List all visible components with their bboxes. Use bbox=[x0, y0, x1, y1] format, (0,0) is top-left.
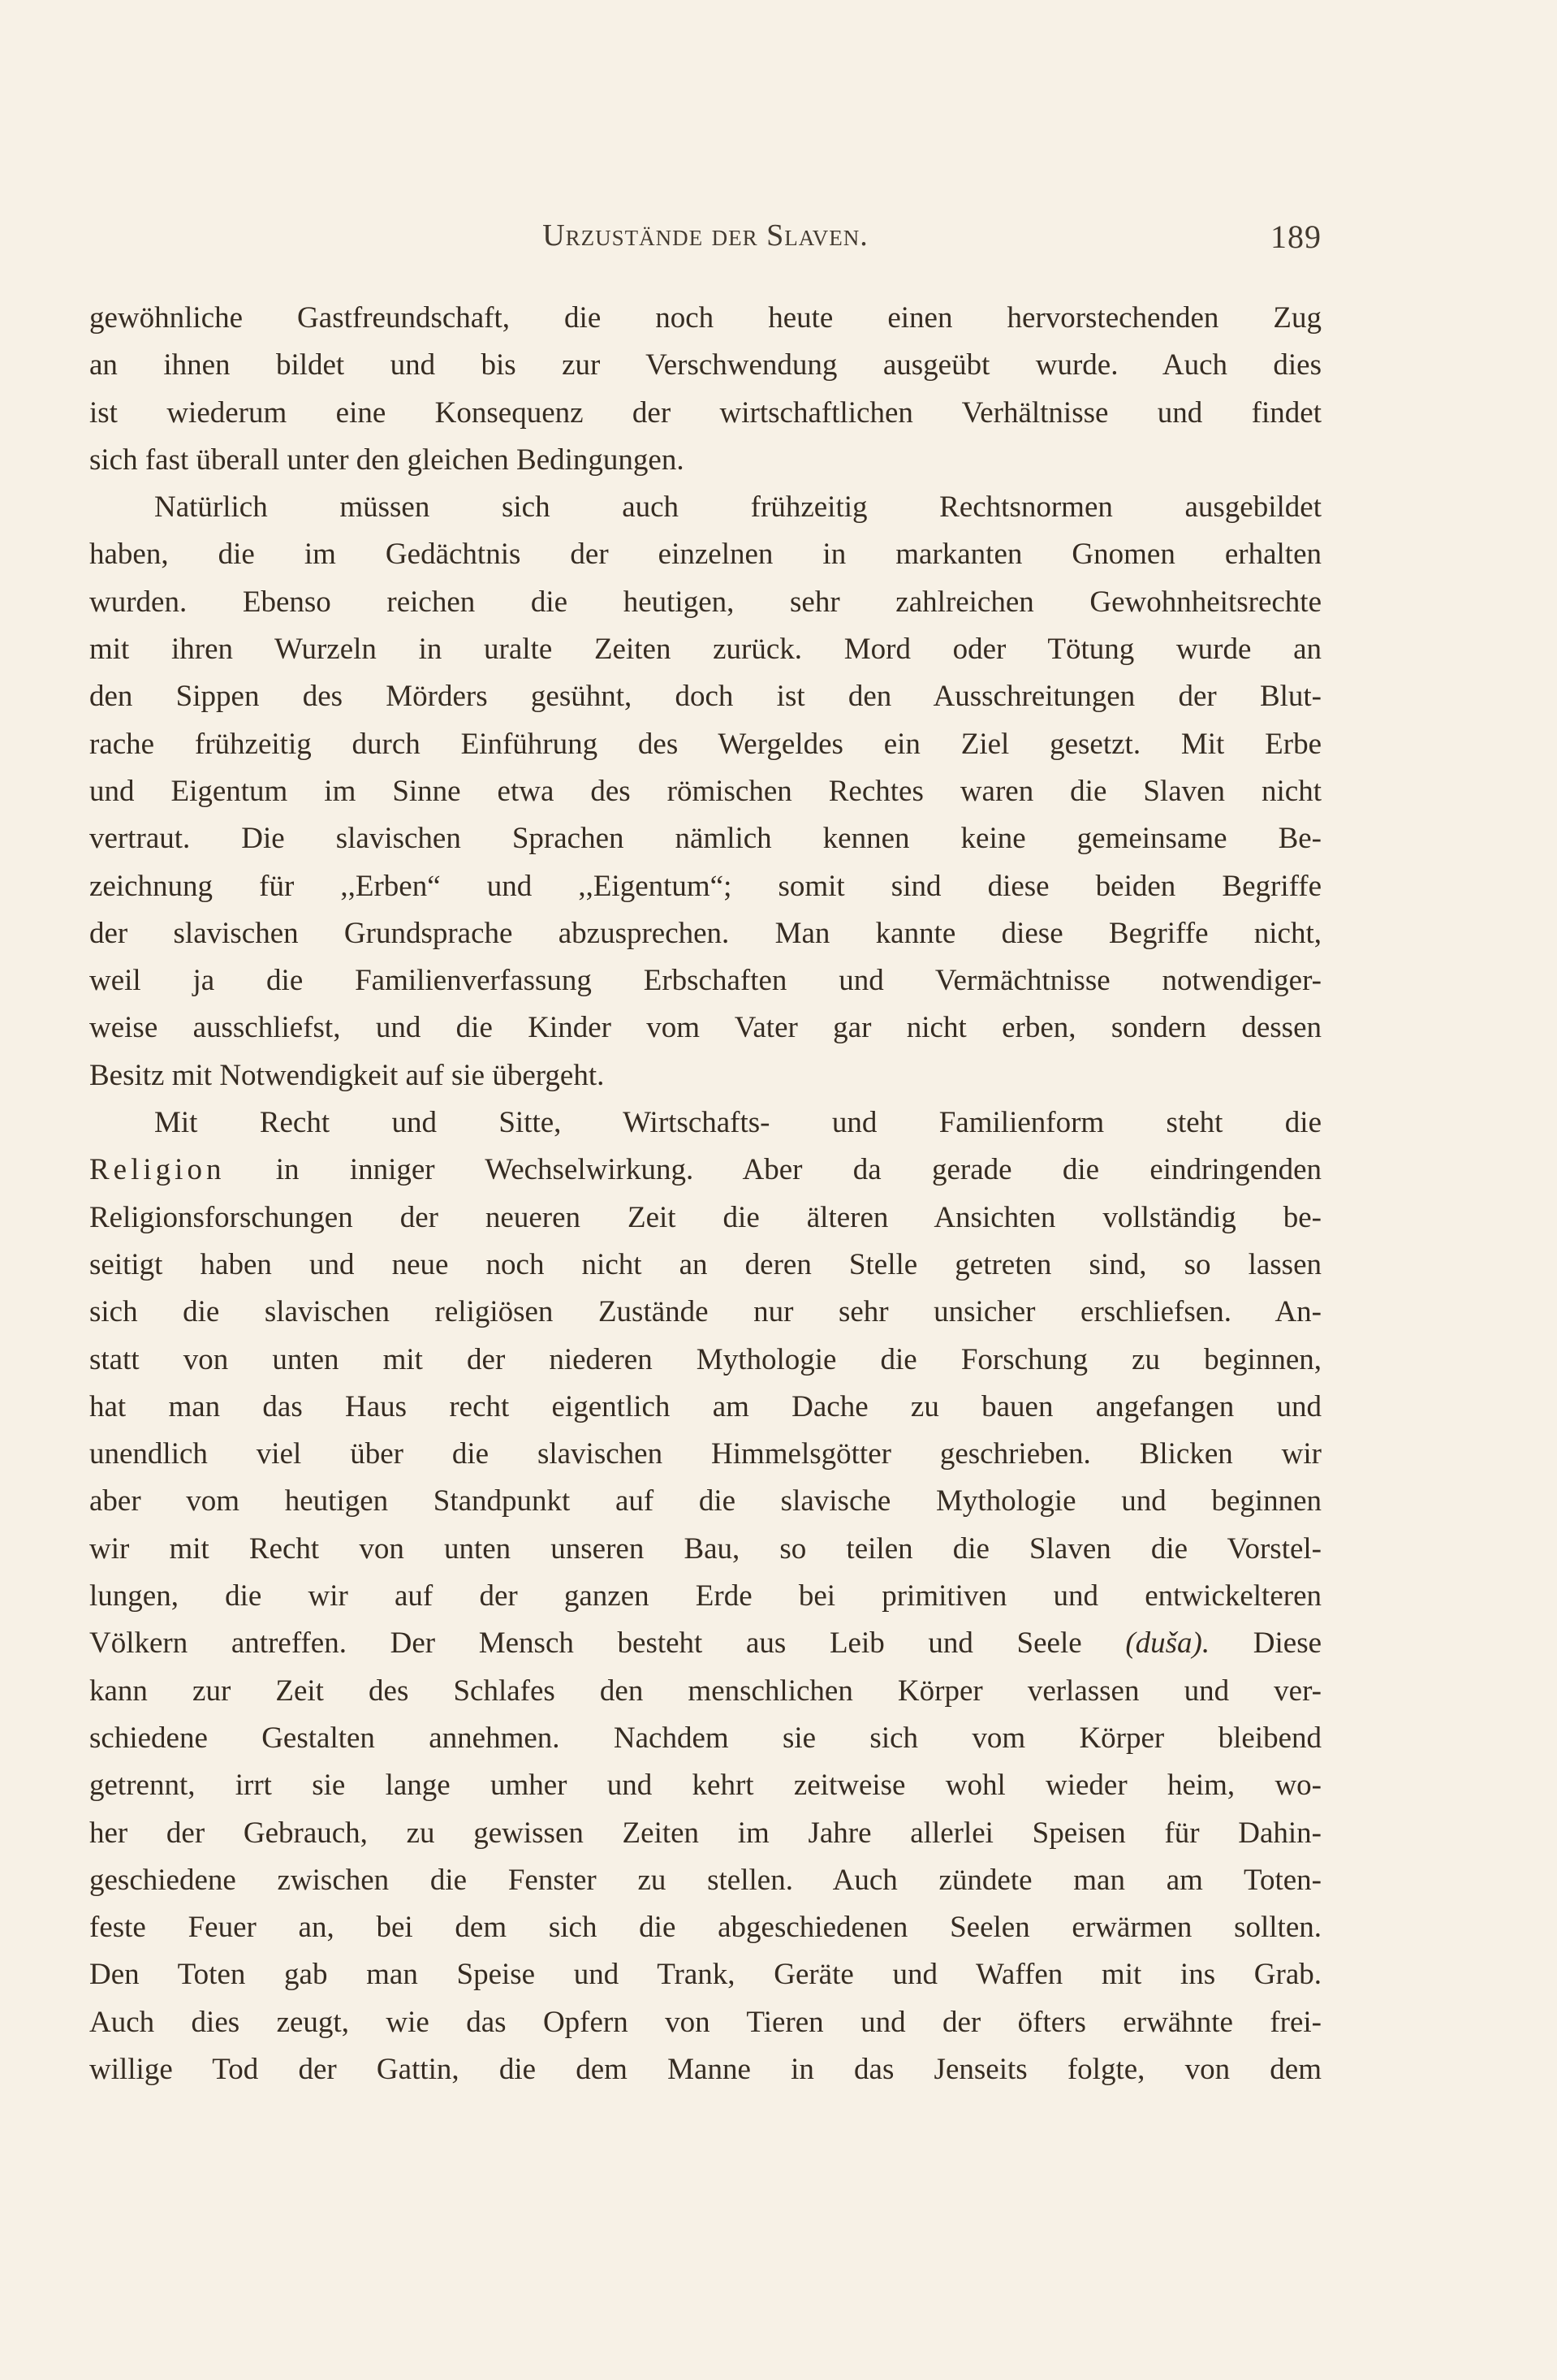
text-line: Besitz mit Notwendigkeit auf sie übergeht. bbox=[89, 1058, 605, 1092]
text-line: sich die slavischen religiösen Zustände nur sehr unsicher erschliefsen. An- bbox=[89, 1295, 1322, 1329]
text-line: zeichnung für ,,Erben“ und ,,Eigentum“; somit sind diese beiden Begriffe bbox=[89, 869, 1322, 903]
text-line: mit ihren Wurzeln in uralte Zeiten zurück. Mord oder Tötung wurde an bbox=[89, 633, 1322, 667]
text-line: gewöhnliche Gastfreundschaft, die noch heute einen hervorstechenden Zug bbox=[89, 301, 1322, 335]
text-line: Natürlich müssen sich auch frühzeitig Rechtsnormen ausgebildet bbox=[154, 490, 1322, 525]
text-line: haben, die im Gedächtnis der einzelnen in markanten Gnomen erhalten bbox=[89, 538, 1322, 572]
running-title: Urzustände der Slaven. bbox=[542, 218, 869, 253]
text-line-start: Völkern antreffen. Der Mensch besteht aus Leib und Seele bbox=[89, 1626, 1082, 1661]
text-line: aber vom heutigen Standpunkt auf die slavische Mythologie und beginnen bbox=[89, 1484, 1322, 1518]
text-line: Religionsforschungen der neueren Zeit die älteren Ansichten vollständig be- bbox=[89, 1200, 1322, 1234]
page-header bbox=[89, 218, 1322, 266]
text-line: rache frühzeitig durch Einführung des Wergeldes ein Ziel gesetzt. Mit Erbe bbox=[89, 727, 1322, 761]
text-line: seitigt haben und neue noch nicht an deren Stelle getreten sind, so lassen bbox=[89, 1247, 1322, 1281]
text-line: Mit Recht und Sitte, Wirtschafts- und Familienform steht die bbox=[154, 1106, 1322, 1140]
text-line-end: Diese bbox=[1253, 1626, 1322, 1661]
text-line: hat man das Haus recht eigentlich am Dache zu bauen angefangen und bbox=[89, 1389, 1322, 1423]
text-line: feste Feuer an, bei dem sich die abgeschiedenen Seelen erwärmen sollten. bbox=[89, 1911, 1322, 1945]
text-line: statt von unten mit der niederen Mythologie die Forschung zu beginnen, bbox=[89, 1342, 1322, 1376]
text-line: sich fast überall unter den gleichen Bedingungen. bbox=[89, 443, 684, 477]
text-line: Den Toten gab man Speise und Trank, Geräte und Waffen mit ins Grab. bbox=[89, 1958, 1322, 1992]
text-line-rest: in inniger Wechselwirkung. Aber da gerade die eindringenden bbox=[275, 1153, 1322, 1187]
text-line: wurden. Ebenso reichen die heutigen, sehr zahlreichen Gewohnheitsrechte bbox=[89, 585, 1322, 619]
text-line-religion bbox=[89, 1147, 1322, 1194]
text-line: schiedene Gestalten annehmen. Nachdem sie sich vom Körper bleibend bbox=[89, 1721, 1322, 1755]
text-line: und Eigentum im Sinne etwa des römischen Rechtes waren die Slaven nicht bbox=[89, 774, 1322, 808]
text-line: der slavischen Grundsprache abzusprechen. Man kannte diese Begriffe nicht, bbox=[89, 916, 1322, 950]
text-line: weise ausschliefst, und die Kinder vom Vater gar nicht erben, sondern dessen bbox=[89, 1011, 1322, 1045]
text-line: geschiedene zwischen die Fenster zu stellen. Auch zündete man am Toten- bbox=[89, 1863, 1322, 1897]
text-line: unendlich viel über die slavischen Himmelsgötter geschrieben. Blicken wir bbox=[89, 1437, 1322, 1471]
italic-word: (duša). bbox=[1125, 1626, 1210, 1661]
spaced-word: Religion bbox=[89, 1153, 226, 1187]
body-text bbox=[89, 295, 1322, 2093]
text-line: weil ja die Familienverfassung Erbschaften und Vermächtnisse notwendiger- bbox=[89, 964, 1322, 998]
text-line: kann zur Zeit des Schlafes den menschlichen Körper verlassen und ver- bbox=[89, 1674, 1322, 1708]
text-line: den Sippen des Mörders gesühnt, doch ist den Ausschreitungen der Blut- bbox=[89, 680, 1322, 714]
text-line-dusa bbox=[89, 1620, 1322, 1667]
page-number: 189 bbox=[1270, 218, 1322, 255]
text-line: wir mit Recht von unten unseren Bau, so teilen die Slaven die Vorstel- bbox=[89, 1531, 1322, 1566]
text-line: an ihnen bildet und bis zur Verschwendung ausgeübt wurde. Auch dies bbox=[89, 348, 1322, 382]
text-line: Auch dies zeugt, wie das Opfern von Tieren und der öfters erwähnte frei- bbox=[89, 2005, 1322, 2039]
text-line: getrennt, irrt sie lange umher und kehrt zeitweise wohl wieder heim, wo- bbox=[89, 1769, 1322, 1803]
text-line: lungen, die wir auf der ganzen Erde bei primitiven und entwickelteren bbox=[89, 1579, 1322, 1613]
text-line: willige Tod der Gattin, die dem Manne in das Jenseits folgte, von dem bbox=[89, 2052, 1322, 2086]
text-line: vertraut. Die slavischen Sprachen nämlich kennen keine gemeinsame Be- bbox=[89, 822, 1322, 856]
text-line: her der Gebrauch, zu gewissen Zeiten im Jahre allerlei Speisen für Dahin- bbox=[89, 1816, 1322, 1850]
text-line: ist wiederum eine Konsequenz der wirtschaftlichen Verhältnisse und findet bbox=[89, 395, 1322, 430]
